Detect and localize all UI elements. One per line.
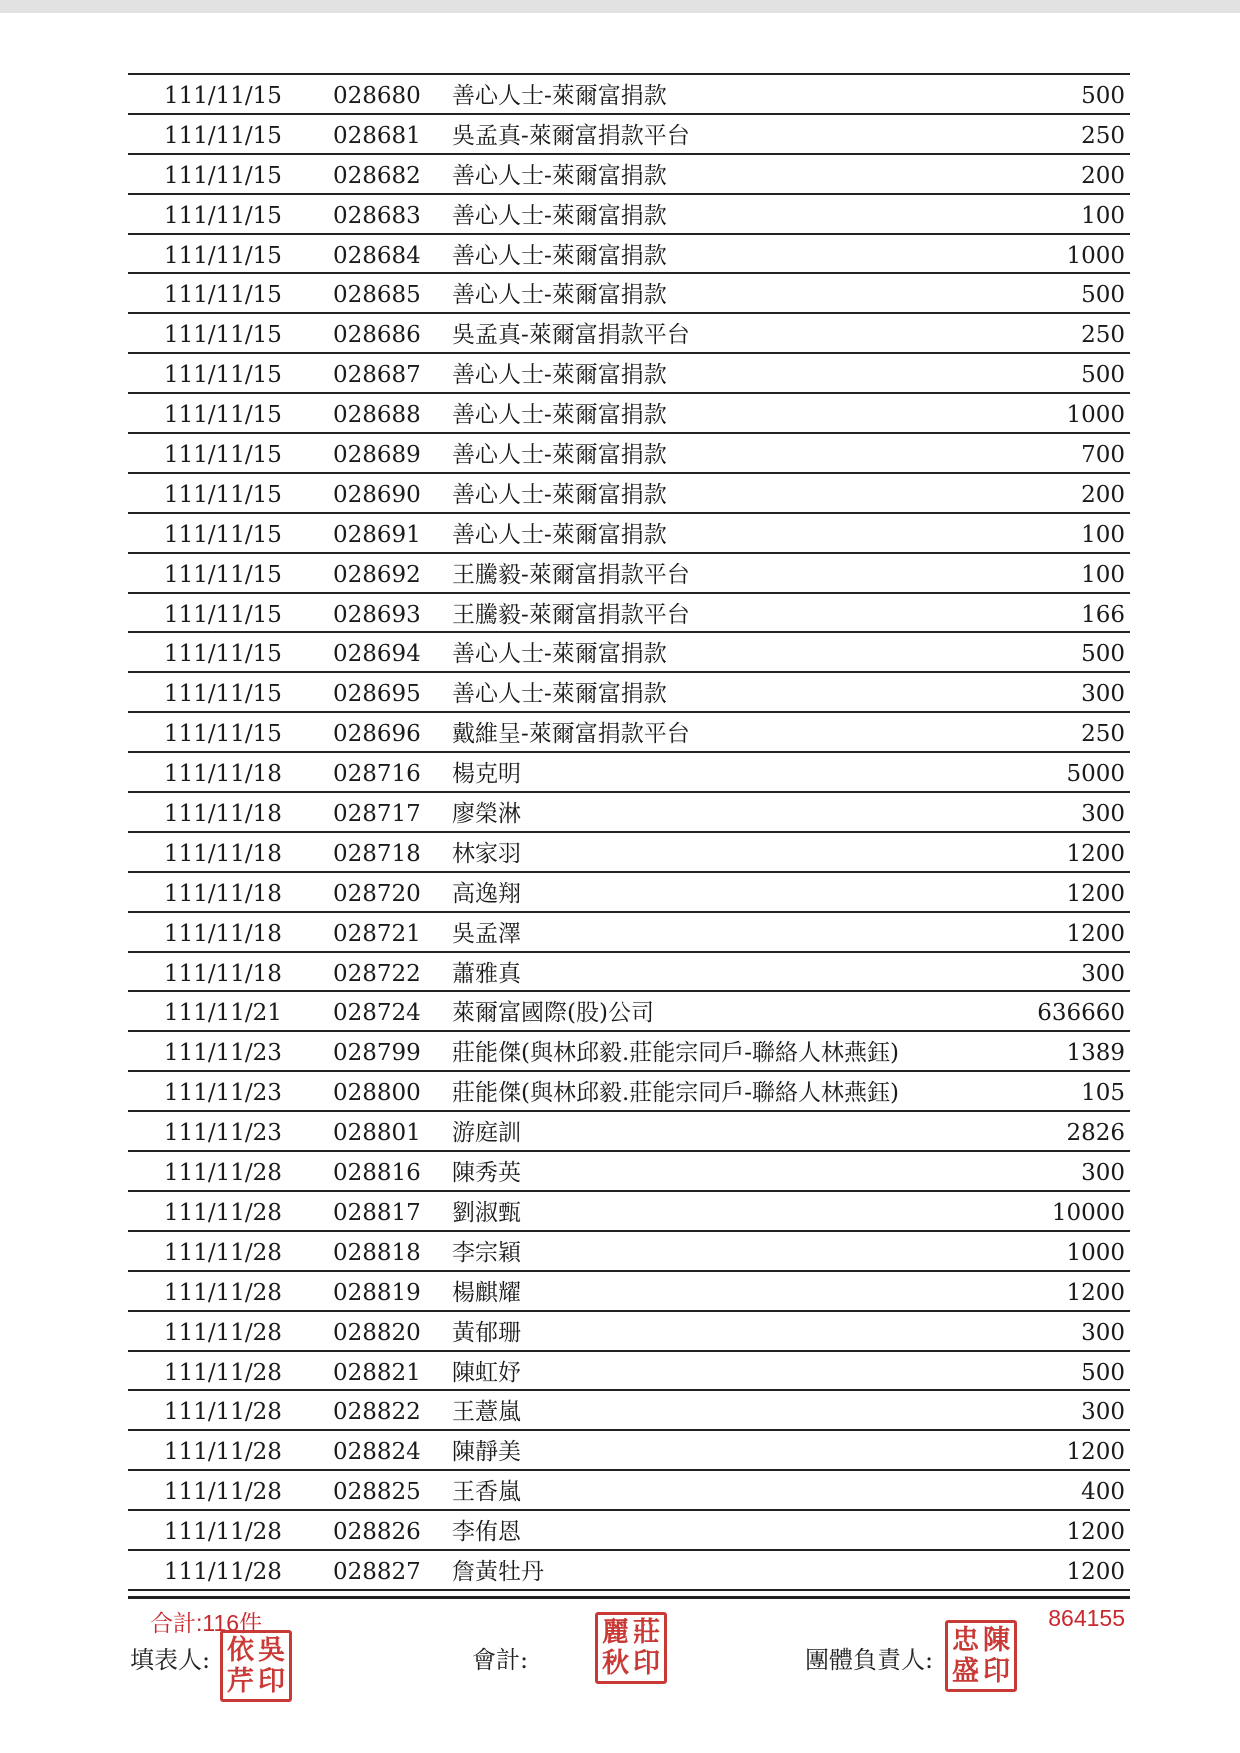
row-amount: 1200 <box>1066 920 1125 947</box>
row-date: 111/11/28 <box>164 1199 282 1226</box>
row-donor-name: 善心人士-萊爾富捐款 <box>452 521 667 548</box>
table-row <box>128 1272 1130 1312</box>
row-amount: 250 <box>1081 122 1125 149</box>
table-row <box>128 554 1130 594</box>
row-date: 111/11/23 <box>164 1040 282 1067</box>
footer-divider <box>128 1596 1130 1599</box>
seal-char: 忠 <box>952 1625 979 1656</box>
row-donor-name: 吳孟澤 <box>452 920 521 947</box>
table-row <box>128 1471 1130 1511</box>
table-row <box>128 195 1130 235</box>
seal-char: 印 <box>983 1656 1010 1687</box>
row-donor-name: 王騰毅-萊爾富捐款平台 <box>452 601 690 628</box>
row-receipt-number: 028821 <box>333 1359 421 1386</box>
row-donor-name: 莊能傑(與林邱毅.莊能宗同戶-聯絡人林燕鈺) <box>452 1040 900 1067</box>
row-amount: 200 <box>1081 162 1125 189</box>
row-amount: 1000 <box>1066 1239 1125 1266</box>
row-date: 111/11/28 <box>164 1319 282 1346</box>
row-donor-name: 善心人士-萊爾富捐款 <box>452 402 667 429</box>
table-row <box>128 913 1130 953</box>
row-amount: 100 <box>1081 202 1125 229</box>
table-row <box>128 75 1130 115</box>
row-date: 111/11/28 <box>164 1239 282 1266</box>
row-receipt-number: 028681 <box>333 122 421 149</box>
row-donor-name: 善心人士-萊爾富捐款 <box>452 681 667 708</box>
accountant-seal <box>595 1612 667 1684</box>
row-date: 111/11/23 <box>164 1080 282 1107</box>
table-row <box>128 1072 1130 1112</box>
row-date: 111/11/28 <box>164 1558 282 1585</box>
row-date: 111/11/15 <box>164 402 282 429</box>
row-donor-name: 高逸翔 <box>452 880 521 907</box>
row-amount: 5000 <box>1066 761 1125 788</box>
row-donor-name: 王騰毅-萊爾富捐款平台 <box>452 561 690 588</box>
seal-char: 印 <box>258 1666 285 1697</box>
row-amount: 1389 <box>1066 1040 1125 1067</box>
row-donor-name: 蕭雅真 <box>452 960 521 987</box>
row-date: 111/11/15 <box>164 481 282 508</box>
row-receipt-number: 028824 <box>333 1439 421 1466</box>
row-receipt-number: 028822 <box>333 1399 421 1426</box>
table-row <box>128 1032 1130 1072</box>
table-row <box>128 1551 1130 1591</box>
row-amount: 250 <box>1081 721 1125 748</box>
row-donor-name: 王香嵐 <box>452 1479 521 1506</box>
table-row <box>128 1232 1130 1272</box>
table-row <box>128 833 1130 873</box>
row-receipt-number: 028819 <box>333 1279 421 1306</box>
table-row <box>128 1431 1130 1471</box>
row-date: 111/11/15 <box>164 362 282 389</box>
row-donor-name: 善心人士-萊爾富捐款 <box>452 481 667 508</box>
row-receipt-number: 028686 <box>333 322 421 349</box>
row-date: 111/11/15 <box>164 83 282 109</box>
row-amount: 300 <box>1081 1319 1125 1346</box>
row-receipt-number: 028801 <box>333 1120 421 1147</box>
row-amount: 300 <box>1081 801 1125 828</box>
table-row <box>128 1391 1130 1431</box>
row-date: 111/11/15 <box>164 601 282 628</box>
table-row <box>128 514 1130 554</box>
row-amount: 300 <box>1081 1399 1125 1426</box>
row-amount: 1200 <box>1066 1558 1125 1585</box>
row-donor-name: 善心人士-萊爾富捐款 <box>452 362 667 389</box>
table-row <box>128 394 1130 434</box>
row-donor-name: 莊能傑(與林邱毅.莊能宗同戶-聯絡人林燕鈺) <box>452 1080 900 1107</box>
row-receipt-number: 028718 <box>333 840 421 867</box>
row-amount: 100 <box>1081 561 1125 588</box>
row-date: 111/11/28 <box>164 1439 282 1466</box>
row-amount: 166 <box>1081 601 1125 628</box>
row-donor-name: 善心人士-萊爾富捐款 <box>452 202 667 229</box>
row-donor-name: 李宗穎 <box>452 1239 521 1266</box>
row-date: 111/11/15 <box>164 162 282 189</box>
row-amount: 500 <box>1081 282 1125 309</box>
row-amount: 200 <box>1081 481 1125 508</box>
row-amount: 10000 <box>1051 1199 1125 1226</box>
row-receipt-number: 028724 <box>333 1000 421 1027</box>
row-receipt-number: 028827 <box>333 1558 421 1585</box>
row-donor-name: 楊克明 <box>452 761 521 788</box>
row-receipt-number: 028820 <box>333 1319 421 1346</box>
row-amount: 1000 <box>1066 402 1125 429</box>
row-donor-name: 陳虹妤 <box>452 1359 521 1386</box>
row-receipt-number: 028682 <box>333 162 421 189</box>
table-row <box>128 1192 1130 1232</box>
scan-edge <box>0 0 1240 13</box>
row-donor-name: 游庭訓 <box>452 1120 521 1147</box>
row-donor-name: 善心人士-萊爾富捐款 <box>452 242 667 269</box>
row-date: 111/11/28 <box>164 1519 282 1546</box>
row-receipt-number: 028694 <box>333 641 421 668</box>
row-donor-name: 善心人士-萊爾富捐款 <box>452 282 667 309</box>
preparer-seal <box>220 1630 292 1702</box>
table-row <box>128 1152 1130 1192</box>
row-amount: 300 <box>1081 681 1125 708</box>
row-date: 111/11/15 <box>164 122 282 149</box>
row-amount: 105 <box>1081 1080 1125 1107</box>
row-date: 111/11/28 <box>164 1399 282 1426</box>
row-amount: 250 <box>1081 322 1125 349</box>
row-date: 111/11/28 <box>164 1279 282 1306</box>
row-receipt-number: 028696 <box>333 721 421 748</box>
row-donor-name: 吳孟真-萊爾富捐款平台 <box>452 322 690 349</box>
table-row <box>128 1112 1130 1152</box>
row-donor-name: 楊麒耀 <box>452 1279 521 1306</box>
row-receipt-number: 028816 <box>333 1160 421 1187</box>
donation-ledger-table <box>128 73 1130 1591</box>
row-receipt-number: 028716 <box>333 761 421 788</box>
table-row <box>128 873 1130 913</box>
row-amount: 1000 <box>1066 242 1125 269</box>
table-row <box>128 594 1130 634</box>
row-amount: 500 <box>1081 641 1125 668</box>
row-receipt-number: 028688 <box>333 402 421 429</box>
row-amount: 100 <box>1081 521 1125 548</box>
table-row <box>128 633 1130 673</box>
row-date: 111/11/18 <box>164 960 282 987</box>
table-row <box>128 314 1130 354</box>
row-date: 111/11/23 <box>164 1120 282 1147</box>
row-donor-name: 李侑恩 <box>452 1519 521 1546</box>
row-amount: 1200 <box>1066 1519 1125 1546</box>
row-date: 111/11/18 <box>164 840 282 867</box>
table-row <box>128 1312 1130 1352</box>
row-receipt-number: 028685 <box>333 282 421 309</box>
seal-char: 陳 <box>983 1625 1010 1656</box>
row-donor-name: 善心人士-萊爾富捐款 <box>452 442 667 469</box>
row-donor-name: 廖榮淋 <box>452 801 521 828</box>
row-donor-name: 善心人士-萊爾富捐款 <box>452 162 667 189</box>
row-date: 111/11/18 <box>164 801 282 828</box>
row-donor-name: 劉淑甄 <box>452 1199 521 1226</box>
total-amount: 864155 <box>1048 1605 1125 1631</box>
table-row <box>128 1511 1130 1551</box>
row-receipt-number: 028825 <box>333 1479 421 1506</box>
row-date: 111/11/18 <box>164 761 282 788</box>
row-donor-name: 善心人士-萊爾富捐款 <box>452 641 667 668</box>
row-receipt-number: 028692 <box>333 561 421 588</box>
row-amount: 1200 <box>1066 1279 1125 1306</box>
row-date: 111/11/15 <box>164 242 282 269</box>
row-receipt-number: 028717 <box>333 801 421 828</box>
row-receipt-number: 028690 <box>333 481 421 508</box>
row-receipt-number: 028687 <box>333 362 421 389</box>
table-row <box>128 673 1130 713</box>
row-receipt-number: 028722 <box>333 960 421 987</box>
row-date: 111/11/15 <box>164 721 282 748</box>
table-row <box>128 274 1130 314</box>
row-donor-name: 戴維呈-萊爾富捐款平台 <box>452 721 690 748</box>
row-receipt-number: 028684 <box>333 242 421 269</box>
accountant-label: 會計: <box>472 1646 529 1674</box>
row-donor-name: 吳孟真-萊爾富捐款平台 <box>452 122 690 149</box>
row-date: 111/11/15 <box>164 521 282 548</box>
table-row <box>128 753 1130 793</box>
row-donor-name: 善心人士-萊爾富捐款 <box>452 83 667 109</box>
table-row <box>128 155 1130 195</box>
row-amount: 1200 <box>1066 1439 1125 1466</box>
row-donor-name: 陳秀英 <box>452 1160 521 1187</box>
row-amount: 500 <box>1081 1359 1125 1386</box>
row-receipt-number: 028721 <box>333 920 421 947</box>
table-row <box>128 235 1130 275</box>
row-receipt-number: 028817 <box>333 1199 421 1226</box>
row-receipt-number: 028683 <box>333 202 421 229</box>
manager-label: 團體負責人: <box>805 1646 934 1674</box>
row-donor-name: 萊爾富國際(股)公司 <box>452 1000 654 1027</box>
table-row <box>128 793 1130 833</box>
table-row <box>128 434 1130 474</box>
row-donor-name: 黃郁珊 <box>452 1319 521 1346</box>
row-donor-name: 詹黃牡丹 <box>452 1558 544 1585</box>
row-date: 111/11/15 <box>164 442 282 469</box>
row-amount: 1200 <box>1066 840 1125 867</box>
row-amount: 700 <box>1081 442 1125 469</box>
row-receipt-number: 028799 <box>333 1040 421 1067</box>
row-date: 111/11/28 <box>164 1359 282 1386</box>
row-date: 111/11/15 <box>164 282 282 309</box>
row-date: 111/11/21 <box>164 1000 282 1027</box>
row-receipt-number: 028826 <box>333 1519 421 1546</box>
row-date: 111/11/15 <box>164 202 282 229</box>
preparer-label: 填表人: <box>130 1646 211 1674</box>
seal-char: 盛 <box>952 1656 979 1687</box>
table-row <box>128 474 1130 514</box>
seal-char: 秋 <box>602 1648 629 1679</box>
row-amount: 300 <box>1081 960 1125 987</box>
row-date: 111/11/15 <box>164 561 282 588</box>
table-row <box>128 713 1130 753</box>
table-row <box>128 1352 1130 1392</box>
row-date: 111/11/28 <box>164 1479 282 1506</box>
row-amount: 636660 <box>1037 1000 1125 1027</box>
row-date: 111/11/28 <box>164 1160 282 1187</box>
row-receipt-number: 028818 <box>333 1239 421 1266</box>
row-date: 111/11/15 <box>164 681 282 708</box>
row-donor-name: 陳靜美 <box>452 1439 521 1466</box>
row-date: 111/11/15 <box>164 322 282 349</box>
row-receipt-number: 028689 <box>333 442 421 469</box>
table-row <box>128 953 1130 993</box>
seal-char: 依 <box>227 1635 254 1666</box>
seal-char: 吳 <box>258 1635 285 1666</box>
row-receipt-number: 028680 <box>333 83 421 109</box>
seal-char: 莊 <box>633 1617 660 1648</box>
row-receipt-number: 028691 <box>333 521 421 548</box>
row-receipt-number: 028720 <box>333 880 421 907</box>
seal-char: 麗 <box>602 1617 629 1648</box>
row-receipt-number: 028800 <box>333 1080 421 1107</box>
seal-char: 印 <box>633 1648 660 1679</box>
table-row <box>128 354 1130 394</box>
row-amount: 2826 <box>1066 1120 1125 1147</box>
row-receipt-number: 028695 <box>333 681 421 708</box>
row-amount: 300 <box>1081 1160 1125 1187</box>
row-receipt-number: 028693 <box>333 601 421 628</box>
row-date: 111/11/18 <box>164 880 282 907</box>
row-donor-name: 林家羽 <box>452 840 521 867</box>
row-amount: 400 <box>1081 1479 1125 1506</box>
manager-seal <box>945 1620 1017 1692</box>
row-amount: 500 <box>1081 83 1125 109</box>
row-date: 111/11/15 <box>164 641 282 668</box>
row-date: 111/11/18 <box>164 920 282 947</box>
table-row <box>128 115 1130 155</box>
row-donor-name: 王薏嵐 <box>452 1399 521 1426</box>
row-amount: 500 <box>1081 362 1125 389</box>
seal-char: 芹 <box>227 1666 254 1697</box>
table-row <box>128 992 1130 1032</box>
total-count: 合計:116件 <box>150 1610 263 1636</box>
row-amount: 1200 <box>1066 880 1125 907</box>
